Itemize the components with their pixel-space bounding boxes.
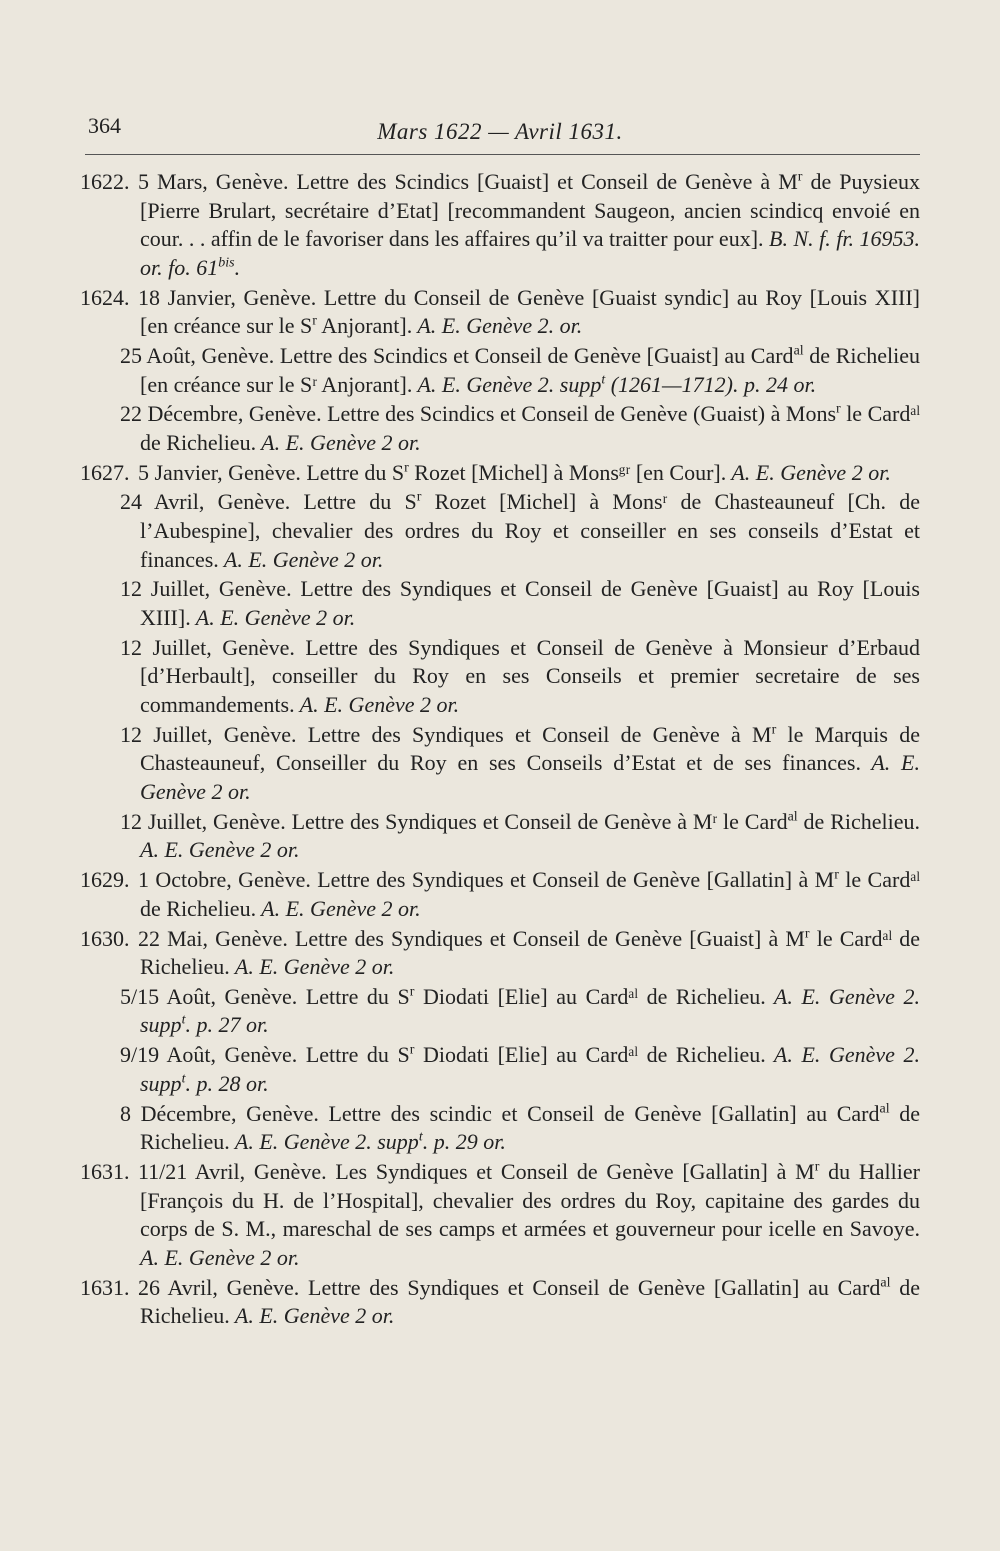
entry-superscript: r bbox=[836, 401, 841, 417]
entry-superscript: t bbox=[181, 1013, 186, 1029]
calendar-entry bbox=[80, 808, 920, 865]
calendar-entry bbox=[80, 488, 920, 574]
entry-text: 26 Avril, Genève. Lettre des Syndiques et Conseil de Genève [Gallatin] au Card bbox=[138, 1274, 881, 1300]
calendar-entry bbox=[80, 1274, 920, 1331]
entry-superscript: t bbox=[181, 1071, 186, 1087]
entry-text: Rozet [Michel] à Monsᵍʳ [en Cour]. bbox=[408, 459, 727, 485]
calendar-entry bbox=[80, 342, 920, 399]
entry-superscript: r bbox=[771, 722, 777, 738]
entry-reference: A. E. Genève 2 or. bbox=[140, 837, 300, 863]
entry-superscript: r bbox=[404, 460, 409, 476]
entry-text: 22 Mai, Genève. Lettre des Syndiques et Conseil de Genève [Guaist] à M bbox=[138, 925, 805, 951]
entry-reference: A. E. Genève 2 or. bbox=[140, 750, 920, 804]
entry-reference: . bbox=[234, 254, 241, 280]
entry-reference: (1261—1712). p. 24 or. bbox=[605, 371, 817, 397]
entry-year: 1622. bbox=[80, 169, 130, 194]
entry-reference: B. N. f. fr. 16953. or. fo. 61 bbox=[140, 226, 920, 280]
entry-text: Rozet [Michel] à Monsʳ de Chasteauneuf [Ch. de l’Aubespine], chevalier des ordres du Roy et conseiller en ses conseils d’Estat et finances. bbox=[140, 489, 920, 572]
entry-text: 9/19 Août, Genève. Lettre du S bbox=[120, 1042, 410, 1068]
entry-year: 1631. bbox=[80, 1159, 130, 1184]
entry-superscript: t bbox=[601, 372, 606, 388]
entry-text: de Richelieu. bbox=[797, 808, 920, 834]
entry-text: le Cardᵃˡ de Richelieu. bbox=[140, 867, 920, 921]
entry-reference: A. E. Genève 2. supp bbox=[140, 1042, 920, 1096]
entry-text: 11/21 Avril, Genève. Les Syndiques et Conseil de Genève [Gallatin] à M bbox=[138, 1159, 815, 1184]
entry-text: 18 Janvier, Genève. Lettre du Conseil de Genève [Guaist syndic] au Roy [Louis XIII] [en créance sur le S bbox=[138, 284, 920, 339]
calendar-entry bbox=[80, 168, 920, 282]
entry-text: de Richelieu. bbox=[140, 1100, 920, 1155]
entry-text: 8 Décembre, Genève. Lettre des scindic et Conseil de Genève [Gallatin] au Card bbox=[120, 1100, 880, 1126]
entry-text: 5 Mars, Genève. Lettre des Scindics [Guaist] et Conseil de Genève à M bbox=[138, 169, 798, 194]
entry-text: 22 Décembre, Genève. Lettre des Scindics et Conseil de Genève (Guaist) à Mons bbox=[120, 401, 837, 427]
entry-reference: A. E. Genève 2 or. bbox=[140, 1244, 300, 1270]
entry-reference: A. E. Genève 2. supp bbox=[412, 371, 602, 397]
entry-text: de Richelieu [en créance sur le Sʳ Anjorant]. bbox=[140, 342, 920, 397]
calendar-entry bbox=[80, 721, 920, 807]
calendar-entry bbox=[80, 1100, 920, 1157]
entry-reference: A. E. Genève 2 or. bbox=[256, 429, 421, 455]
entry-year: 1629. bbox=[80, 867, 130, 893]
entry-superscript: bis bbox=[218, 255, 235, 271]
entry-text: le Cardᵃˡ de Richelieu. bbox=[140, 925, 920, 980]
calendar-entry bbox=[80, 634, 920, 720]
entry-text: 12 Juillet, Genève. Lettre des Syndiques et Conseil de Genève à Mʳ le Card bbox=[120, 808, 788, 834]
entry-text: Anjorant]. bbox=[316, 313, 413, 339]
entry-superscript: r bbox=[814, 1159, 820, 1175]
entry-text: 1 Octobre, Genève. Lettre des Syndiques et Conseil de Genève [Gallatin] à M bbox=[138, 867, 835, 893]
calendar-entry bbox=[80, 866, 920, 923]
entry-text: de Puysieux [Pierre Brulart, secrétaire d’Etat] [recommandent Saugeon, ancien scindicq envoié en cour. . . affin de le favoriser dans les affaires qu’il va traitter pour eux]. bbox=[140, 169, 920, 252]
entry-list bbox=[80, 168, 920, 1332]
entry-superscript: r bbox=[409, 984, 415, 1000]
page-number: 364 bbox=[88, 113, 121, 138]
calendar-entry bbox=[80, 400, 920, 457]
calendar-entry bbox=[80, 1041, 920, 1098]
entry-superscript: r bbox=[804, 926, 810, 942]
entry-superscript: al bbox=[787, 809, 798, 825]
entry-text: 25 Août, Genève. Lettre des Scindics et Conseil de Genève [Guaist] au Card bbox=[120, 342, 794, 368]
entry-reference: A. E. Genève 2. or. bbox=[412, 313, 583, 339]
entry-superscript: al bbox=[879, 1101, 890, 1117]
entry-text: 12 Juillet, Genève. Lettre des Syndiques et Conseil de Genève à Monsieur d’Erbaud [d’Herbault], conseiller du Roy en ses Conseils et premier secretaire de ses commandements. bbox=[120, 634, 920, 717]
entry-text: 12 Juillet, Genève. Lettre des Syndiques et Conseil de Genève [Guaist] au Roy [Louis XIII]. bbox=[120, 576, 920, 631]
entry-text: Diodati [Elie] au Cardᵃˡ de Richelieu. bbox=[414, 983, 766, 1009]
entry-text: de Richelieu. bbox=[140, 1274, 920, 1329]
entry-year: 1631. bbox=[80, 1274, 130, 1300]
calendar-entry bbox=[80, 459, 920, 488]
entry-reference: A. E. Genève 2. supp bbox=[140, 983, 920, 1038]
entry-reference: A. E. Genève 2 or. bbox=[229, 954, 395, 980]
entry-text: 12 Juillet, Genève. Lettre des Syndiques et Conseil de Genève à M bbox=[120, 721, 772, 747]
entry-text: 5 Janvier, Genève. Lettre du S bbox=[138, 459, 405, 485]
entry-text: le Cardᵃˡ de Richelieu. bbox=[140, 401, 920, 455]
entry-reference: A. E. Genève 2. supp bbox=[229, 1129, 419, 1155]
entry-superscript: r bbox=[797, 169, 803, 185]
entry-reference: A. E. Genève 2 or. bbox=[256, 895, 421, 921]
entry-superscript: r bbox=[416, 490, 422, 506]
running-head: Mars 1622 — Avril 1631. bbox=[377, 119, 623, 144]
entry-year: 1624. bbox=[80, 284, 130, 310]
entry-superscript: al bbox=[880, 1275, 891, 1291]
entry-reference: A. E. Genève 2 or. bbox=[190, 605, 356, 631]
entry-text: 24 Avril, Genève. Lettre du S bbox=[120, 489, 417, 515]
entry-text: Diodati [Elie] au Cardᵃˡ de Richelieu. bbox=[414, 1042, 766, 1068]
entry-reference: A. E. Genève 2 or. bbox=[229, 1303, 395, 1329]
entry-reference: . p. 28 or. bbox=[185, 1070, 269, 1096]
entry-year: 1630. bbox=[80, 925, 130, 951]
entry-reference: A. E. Genève 2 or. bbox=[294, 692, 460, 717]
entry-text: 5/15 Août, Genève. Lettre du S bbox=[120, 983, 410, 1009]
calendar-entry bbox=[80, 1158, 920, 1272]
entry-superscript: r bbox=[409, 1042, 415, 1058]
entry-year: 1627. bbox=[80, 459, 130, 485]
entry-superscript: r bbox=[834, 867, 839, 883]
entry-text: le Marquis de Chasteauneuf, Conseiller du Roy en ses Conseils d’Estat et de ses finances. bbox=[140, 721, 920, 776]
entry-superscript: al bbox=[793, 343, 804, 359]
entry-superscript: t bbox=[418, 1129, 423, 1145]
header-rule bbox=[85, 154, 920, 155]
calendar-entry bbox=[80, 575, 920, 632]
entry-reference: A. E. Genève 2 or. bbox=[218, 546, 384, 572]
entry-reference: . p. 27 or. bbox=[185, 1012, 269, 1038]
calendar-entry bbox=[80, 284, 920, 341]
calendar-entry bbox=[80, 983, 920, 1040]
entry-reference: . p. 29 or. bbox=[422, 1129, 506, 1155]
calendar-entry bbox=[80, 925, 920, 982]
entry-superscript: r bbox=[312, 313, 317, 329]
entry-text: du Hallier [François du H. de l’Hospital], chevalier des ordres du Roy, capitaine des gardes du corps de S. M., mareschal de ses camps et armées et gouverneur pour icelle en Savoye. bbox=[140, 1159, 920, 1242]
entry-reference: A. E. Genève 2 or. bbox=[726, 459, 891, 485]
